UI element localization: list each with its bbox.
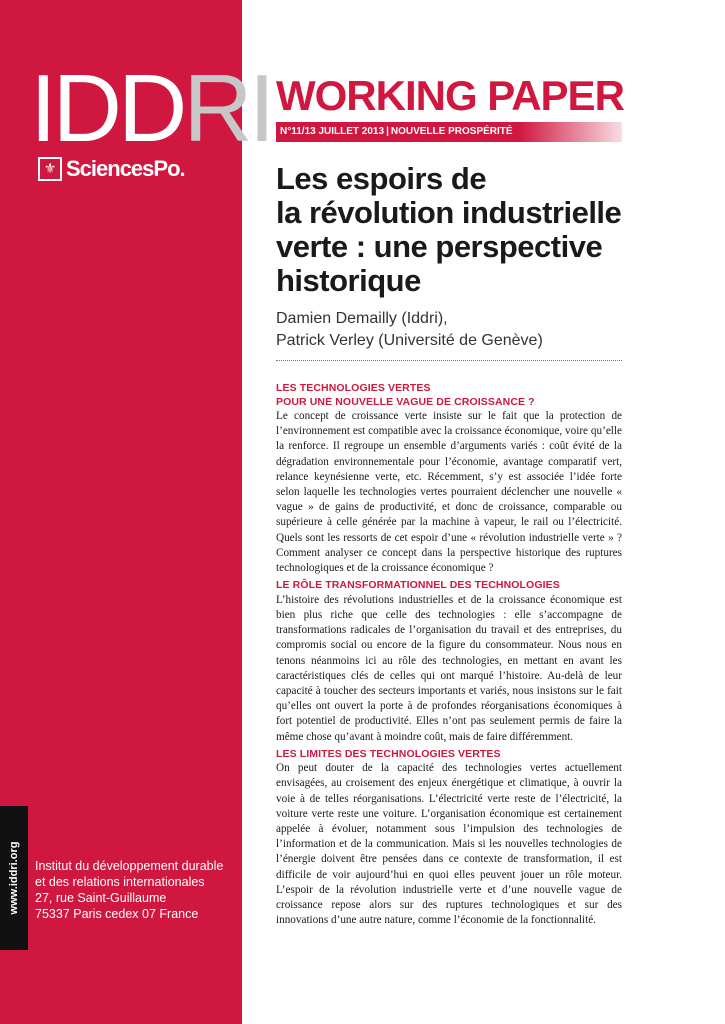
heading-line: LE RÔLE TRANSFORMATIONNEL DES TECHNOLOGIES <box>276 579 560 592</box>
document-title <box>276 162 656 298</box>
abstract-body <box>276 382 622 929</box>
issue-band <box>276 122 622 142</box>
address-line: 27, rue Saint-Guillaume <box>35 891 167 905</box>
authors <box>276 308 543 352</box>
heading-line: POUR UNE NOUVELLE VAGUE DE CROISSANCE ? <box>276 395 535 408</box>
sciencespo-name: SciencesPo. <box>66 156 185 181</box>
section-text: Le concept de croissance verte insiste sur le fait que la protection de l’environnement est compatible avec la croissance économique, voire qu’elle la renforce. Il regroupe un ensemble d’arguments variés : coût évité de la dégradation environnementale pour l’économie, avantage comparatif vert, relance keynésienne verte, etc. Récemment, s’y est associée l’idée forte selon laquelle les technologies vertes pourraient déclencher une nouvelle « vague » de gains de productivité, et donc de croissance, comparable ou supérieure à celle générée par la machine à vapeur, le rail ou l’électricité. Quels sont les ressorts de cet espoir d’une « révolution industrielle verte » ? Comment analyser ce concept dans la perspective historique des ruptures technologiques et de la croissance économique ? <box>276 410 622 575</box>
logo-part-white: IDD <box>30 55 184 162</box>
website-url[interactable]: www.iddri.org <box>8 841 20 915</box>
issue-number: N°11/13 JUILLET 2013 <box>280 126 385 137</box>
address-line: et des relations internationales <box>35 875 205 889</box>
title-line: la révolution industrielle <box>276 195 622 230</box>
sciencespo-emblem-icon: ⚜ <box>38 157 62 181</box>
sidebar <box>0 0 272 1024</box>
heading-line: LES LIMITES DES TECHNOLOGIES VERTES <box>276 747 501 760</box>
address-block <box>35 858 223 922</box>
author-line: Patrick Verley (Université de Genève) <box>276 332 543 349</box>
title-line: Les espoirs de <box>276 161 487 196</box>
issue-theme: NOUVELLE PROSPÉRITÉ <box>390 126 513 137</box>
title-line: historique <box>276 263 421 298</box>
url-band <box>0 806 28 950</box>
section-text: L’histoire des révolutions industrielles et de la croissance économique est bien plus riche que celle des technologies : elle s’accompagne de transformations radicales de l’organisation du travail et des entreprises, du compromis social ou encore de la figure du consommateur. Nous nous en tenons néanmoins ici au rôle des technologies, en mettant en avant les caractéristiques clés de celles qui ont marqué l’histoire. Au-delà de leur capacité à toucher des secteurs importants et variés, nous insistons sur le fait qu’elles ont ouvert la porte à de profondes réorganisations économiques à fort potentiel de productivité. Elles n’ont pas seulement permis de faire la même chose qu’avant à moindre coût, mais de faire différemment. <box>276 593 622 743</box>
issue-separator: | <box>386 126 389 137</box>
section-heading <box>276 382 622 409</box>
sciencespo-logo <box>38 156 185 182</box>
author-line: Damien Demailly (Iddri), <box>276 310 448 327</box>
heading-line: LES TECHNOLOGIES VERTES <box>276 382 431 394</box>
logo-part-gray: RI <box>183 55 272 162</box>
title-line: verte : une perspective <box>276 229 603 264</box>
section-text: On peut douter de la capacité des technologies vertes actuellement envisagées, au croisement des enjeux énergétique et climatique, à ouvrir la voie à de telles réorganisations. L’électricité verte reste de l’électricité, la voiture verte reste une voiture. L’organisation économique est certainement appelée à évoluer, notamment sous l’impulsion des technologies de l’information et de la communication. Mais si les nouvelles technologies de l’énergie doivent être pensées dans ce contexte de transformation, il est difficile de voir aujourd’hui en quoi elles peuvent jouer un rôle moteur. L’espoir de la révolution industrielle verte et d’une nouvelle vague de croissance repose alors sur des ruptures technologiques et sur des innovations d’une autre nature, comme l’économie de la fonctionnalité. <box>276 762 622 927</box>
address-line: Institut du développement durable <box>35 859 224 873</box>
address-line: 75337 Paris cedex 07 France <box>35 907 199 921</box>
section-heading <box>276 579 622 593</box>
series-title: WORKING PAPER <box>276 72 624 119</box>
dotted-divider <box>276 360 622 361</box>
section-heading <box>276 748 622 762</box>
iddri-logo <box>30 55 272 162</box>
